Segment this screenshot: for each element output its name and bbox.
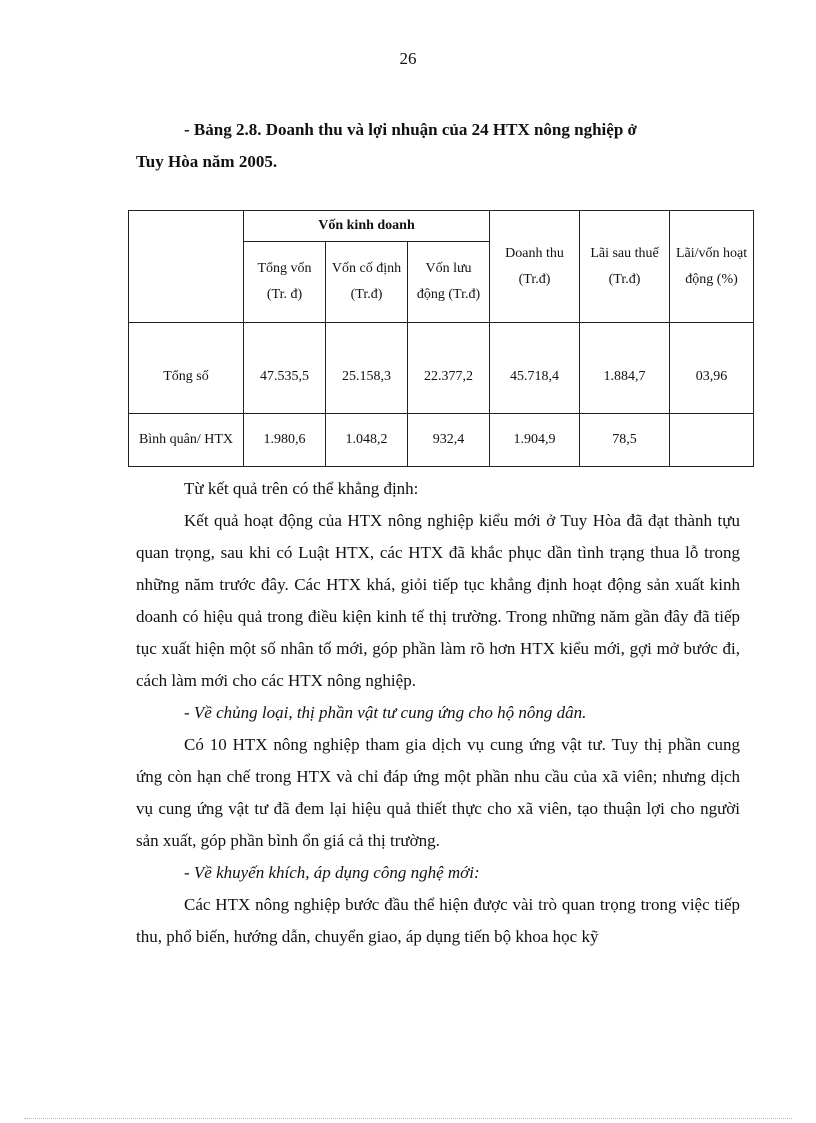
row-label: Bình quân/ HTX xyxy=(129,414,244,467)
cell-doanh-thu: 45.718,4 xyxy=(490,323,580,414)
table-row xyxy=(129,323,754,414)
body-text xyxy=(136,473,740,953)
section-heading: - Về chủng loại, thị phần vật tư cung ứng cho hộ nông dân. xyxy=(184,703,587,722)
header-von-co-dinh: Vốn cố định (Tr.đ) xyxy=(326,242,408,323)
cell-lai-sau-thue: 1.884,7 xyxy=(580,323,670,414)
group-header-von-kinh-doanh: Vốn kinh doanh xyxy=(244,211,490,242)
row-label: Tổng số xyxy=(129,323,244,414)
cell-tong-von: 1.980,6 xyxy=(244,414,326,467)
header-lai-sau-thue: Lãi sau thuế (Tr.đ) xyxy=(580,211,670,323)
header-tong-von: Tổng vốn (Tr. đ) xyxy=(244,242,326,323)
cell-von-luu-dong: 22.377,2 xyxy=(408,323,490,414)
caption-line-2: Tuy Hòa năm 2005. xyxy=(136,152,278,171)
caption-line-1: - Bảng 2.8. Doanh thu và lợi nhuận của 24 HTX nông nghiệp ở xyxy=(184,120,637,139)
revenue-profit-table xyxy=(128,210,754,467)
section-heading: - Về khuyến khích, áp dụng công nghệ mới: xyxy=(184,863,480,882)
paragraph: Kết quả hoạt động của HTX nông nghiệp kiểu mới ở Tuy Hòa đã đạt thành tựu quan trọng, sau khi có Luật HTX, các HTX đã khắc phục dần tình trạng thua lỗ trong những năm trước đây. Các HTX khá, giỏi tiếp tục khẳng định hoạt động sản xuất kinh doanh có hiệu quả trong điều kiện kinh tế thị trường. Trong những năm gần đây đã tiếp tục xuất hiện một số nhân tố mới, góp phần làm rõ hơn HTX kiểu mới, gợi mở bước đi, cách làm mới cho các HTX nông nghiệp. xyxy=(136,511,740,690)
table-row xyxy=(129,414,754,467)
cell-lai-sau-thue: 78,5 xyxy=(580,414,670,467)
header-doanh-thu: Doanh thu (Tr.đ) xyxy=(490,211,580,323)
page-number: 26 xyxy=(399,49,417,68)
paragraph: Các HTX nông nghiệp bước đầu thể hiện được vài trò quan trọng trong việc tiếp thu, phổ biến, hướng dẫn, chuyển giao, áp dụng tiến bộ khoa học kỹ xyxy=(136,895,740,946)
page-bottom-divider xyxy=(24,1118,792,1119)
header-lai-von: Lãi/vốn hoạt động (%) xyxy=(670,211,754,323)
cell-von-co-dinh: 1.048,2 xyxy=(326,414,408,467)
cell-lai-von xyxy=(670,414,754,467)
cell-doanh-thu: 1.904,9 xyxy=(490,414,580,467)
cell-tong-von: 47.535,5 xyxy=(244,323,326,414)
paragraph: Từ kết quả trên có thể khẳng định: xyxy=(184,479,419,498)
table-caption xyxy=(136,114,740,178)
corner-cell xyxy=(129,211,244,323)
cell-von-luu-dong: 932,4 xyxy=(408,414,490,467)
header-von-luu-dong: Vốn lưu động (Tr.đ) xyxy=(408,242,490,323)
cell-von-co-dinh: 25.158,3 xyxy=(326,323,408,414)
paragraph: Có 10 HTX nông nghiệp tham gia dịch vụ cung ứng vật tư. Tuy thị phần cung ứng còn hạn chế trong HTX và chỉ đáp ứng một phần nhu cầu của xã viên; nhưng dịch vụ cung ứng vật tư đã đem lại hiệu quả thiết thực cho xã viên, tạo thuận lợi cho người sản xuất, góp phần bình ổn giá cả thị trường. xyxy=(136,735,740,850)
cell-lai-von: 03,96 xyxy=(670,323,754,414)
